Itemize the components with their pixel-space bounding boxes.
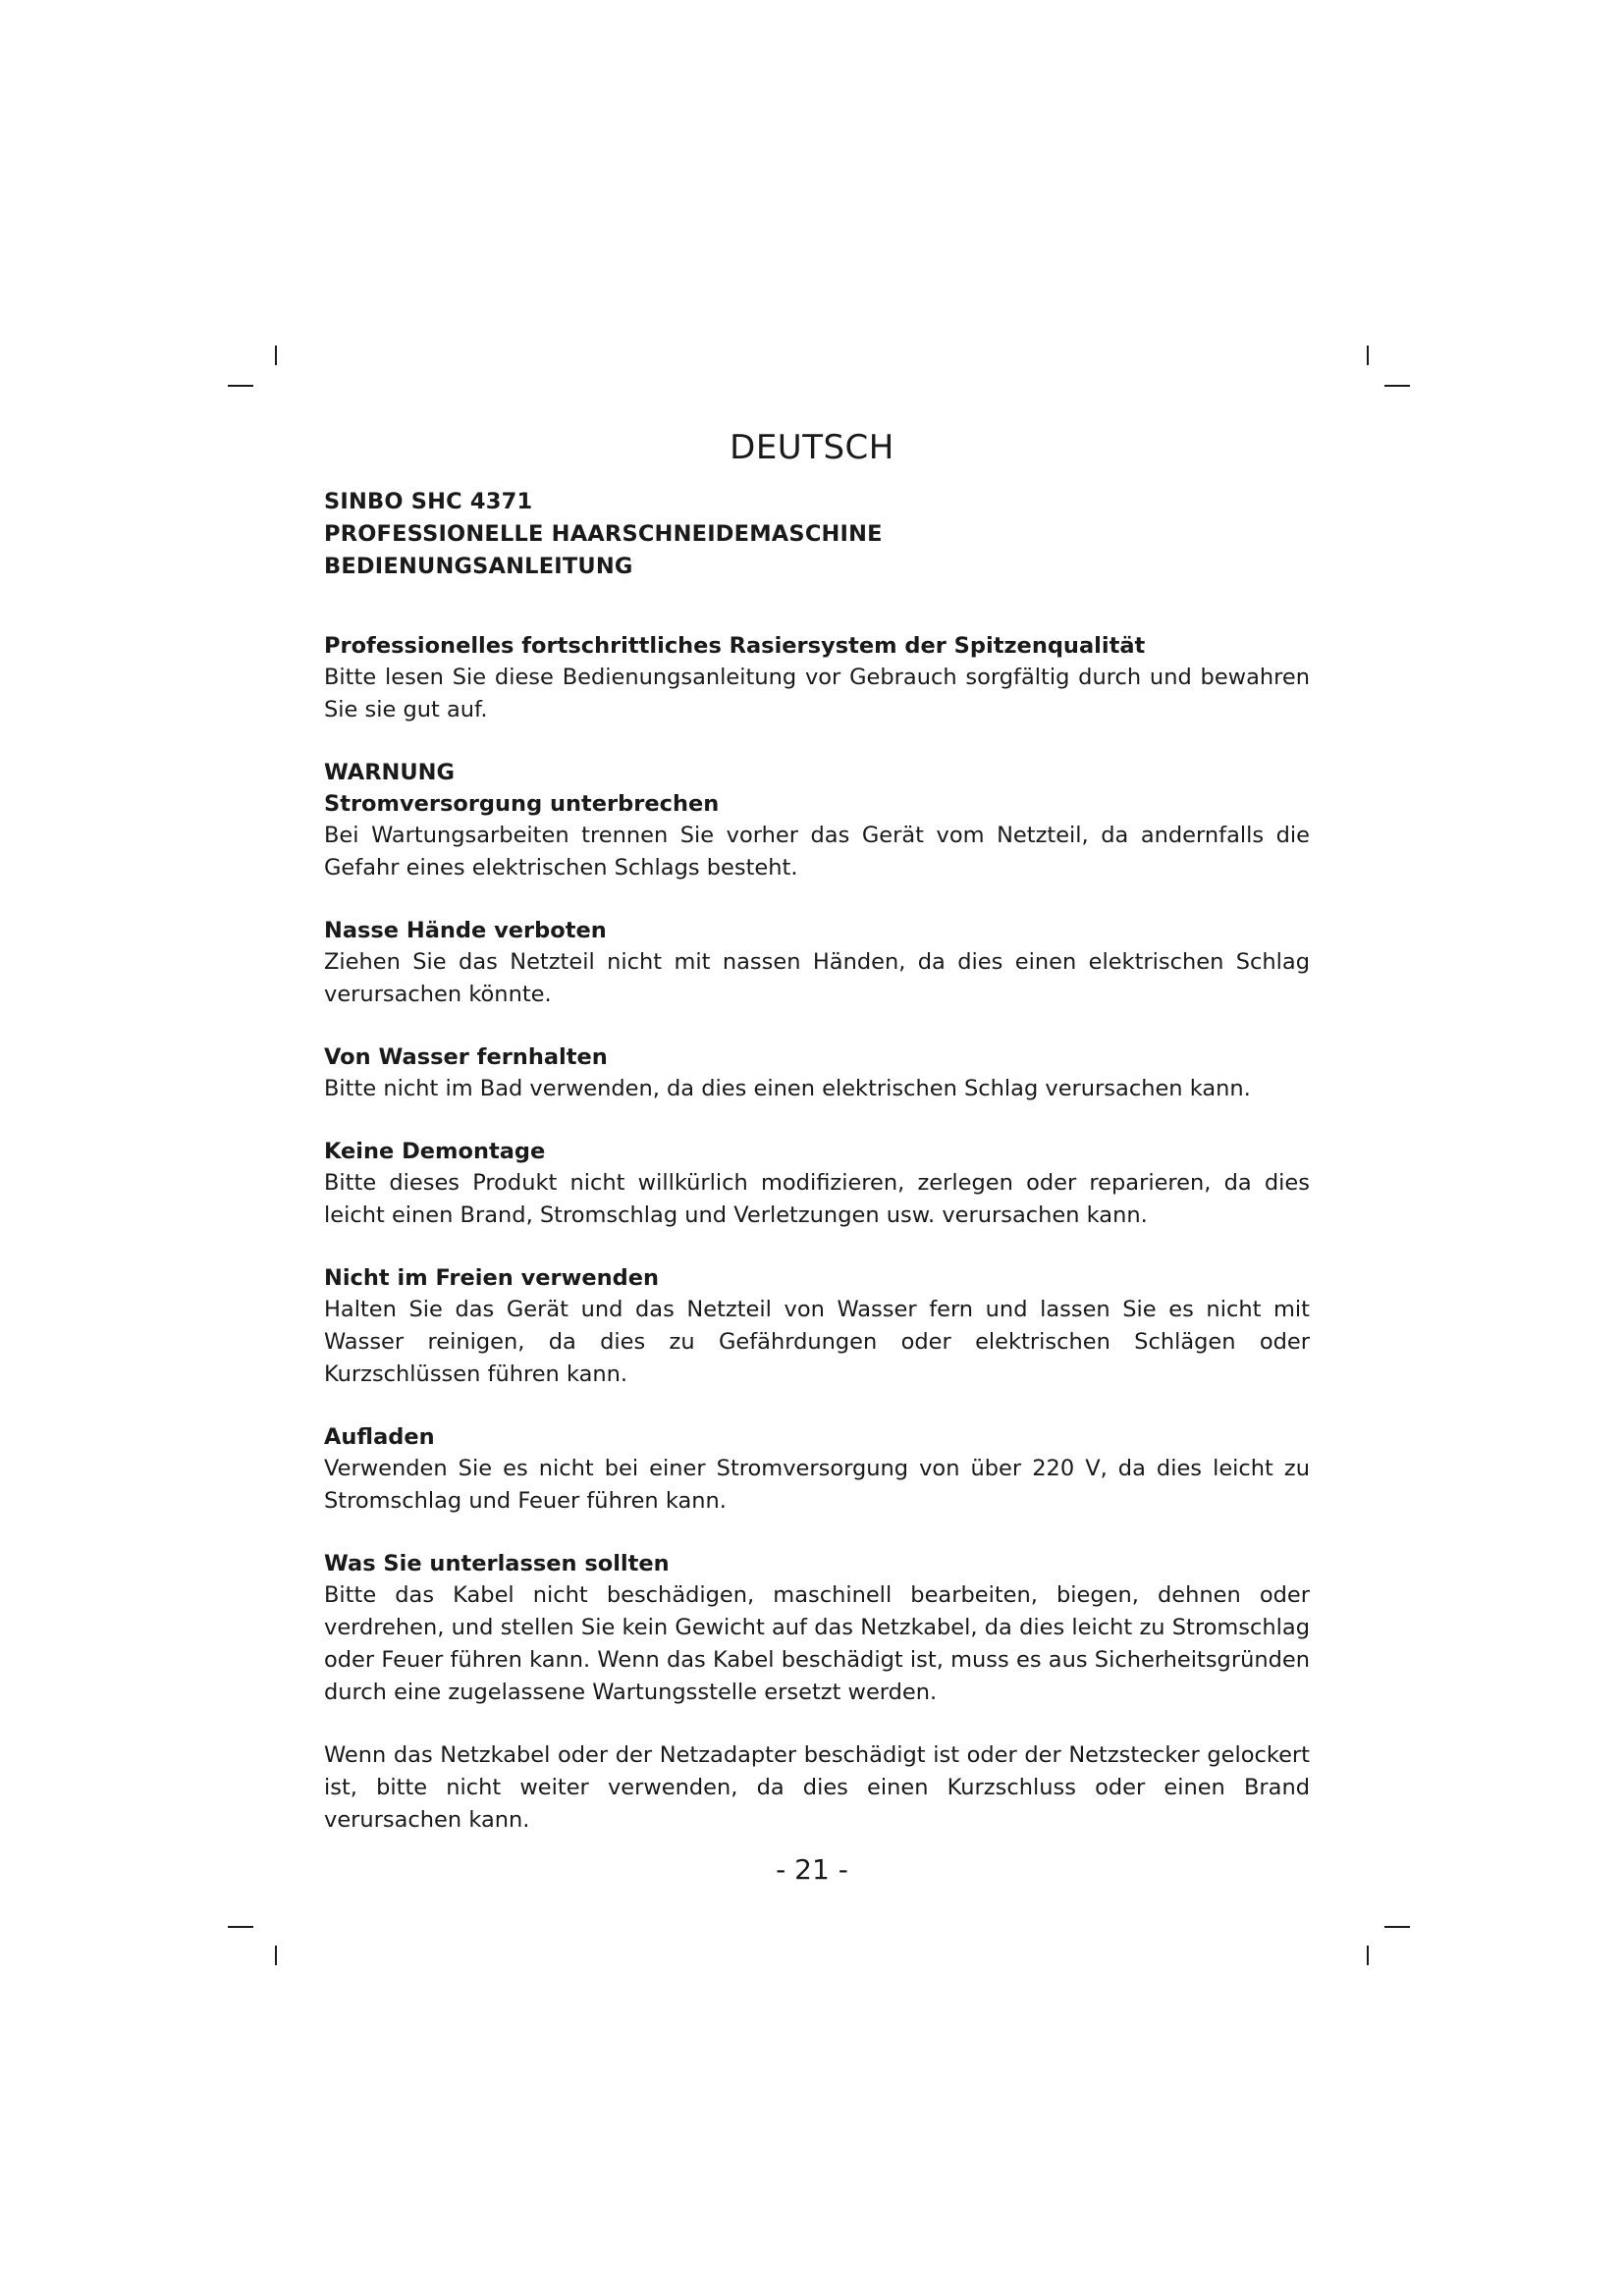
section-dont-do <box>324 1548 1310 1709</box>
intro-text: Bitte lesen Sie diese Bedienungsanleitung vor Gebrauch sorgfältig durch und bewahren Sie sie gut auf. <box>324 665 1310 722</box>
section-text: Bitte dieses Produkt nicht willkürlich modifizieren, zerlegen oder reparieren, da dies leicht einen Brand, Stromschlag und Verletzungen usw. verursachen kann. <box>324 1170 1310 1228</box>
section-text: Ziehen Sie das Netzteil nicht mit nassen Händen, da dies einen elektrischen Schlag verursachen könnte. <box>324 949 1310 1007</box>
warning-block <box>324 757 1310 884</box>
crop-mark-bottom-right-vertical <box>1367 1946 1369 1965</box>
section-heading: Nicht im Freien verwenden <box>324 1265 660 1291</box>
section-text: Halten Sie das Gerät und das Netzteil von Wasser fern und lassen Sie es nicht mit Wasser reinigen, da dies zu Gefährdungen oder elektrischen Schlägen oder Kurzschlüssen führen kann. <box>324 1297 1310 1387</box>
section-text: Bitte nicht im Bad verwenden, da dies einen elektrischen Schlag verursachen kann. <box>324 1076 1251 1101</box>
crop-mark-top-left-horizontal <box>228 385 253 387</box>
page-number: - 21 - <box>776 1853 848 1886</box>
document-type: BEDIENUNGSANLEITUNG <box>324 554 633 579</box>
section-text: Verwenden Sie es nicht bei einer Stromversorgung von über 220 V, da dies leicht zu Stromschlag und Feuer führen kann. <box>324 1456 1310 1514</box>
section-keep-away-water <box>324 1041 1310 1105</box>
section-heading: Was Sie unterlassen sollten <box>324 1551 670 1576</box>
intro-section <box>324 630 1310 726</box>
product-header <box>324 486 1310 583</box>
section-charging <box>324 1421 1310 1518</box>
section-no-disassembly <box>324 1136 1310 1232</box>
document-body <box>324 486 1310 1867</box>
crop-mark-top-right-vertical <box>1367 346 1369 365</box>
product-name: PROFESSIONELLE HAARSCHNEIDEMASCHINE <box>324 521 883 547</box>
section-wet-hands <box>324 915 1310 1011</box>
language-title: DEUTSCH <box>730 428 894 467</box>
section-heading: Stromversorgung unterbrechen <box>324 791 720 817</box>
closing-section <box>324 1739 1310 1837</box>
crop-mark-top-left-vertical <box>275 346 277 365</box>
section-heading: Von Wasser fernhalten <box>324 1044 608 1070</box>
section-no-outdoor <box>324 1262 1310 1391</box>
product-model: SINBO SHC 4371 <box>324 489 533 514</box>
section-heading: Aufladen <box>324 1424 435 1450</box>
crop-mark-bottom-right-horizontal <box>1384 1926 1410 1928</box>
crop-mark-top-right-horizontal <box>1384 385 1410 387</box>
section-heading: Nasse Hände verboten <box>324 918 607 943</box>
crop-mark-bottom-left-vertical <box>275 1946 277 1965</box>
closing-text: Wenn das Netzkabel oder der Netzadapter beschädigt ist oder der Netzstecker gelockert ist, bitte nicht weiter verwenden, da dies einen Kurzschluss oder einen Brand verursachen kann. <box>324 1742 1310 1833</box>
crop-mark-bottom-left-horizontal <box>228 1926 253 1928</box>
warning-label: WARNUNG <box>324 760 455 785</box>
section-text: Bei Wartungsarbeiten trennen Sie vorher das Gerät vom Netzteil, da andernfalls die Gefahr eines elektrischen Schlags besteht. <box>324 823 1310 881</box>
intro-heading: Professionelles fortschrittliches Rasiersystem der Spitzenqualität <box>324 633 1146 659</box>
section-heading: Keine Demontage <box>324 1139 546 1164</box>
section-text: Bitte das Kabel nicht beschädigen, maschinell bearbeiten, biegen, dehnen oder verdrehen, und stellen Sie kein Gewicht auf das Netzkabel, da dies leicht zu Stromschlag oder Feuer führen kann. Wenn das Kabel beschädigt ist, muss es aus Sicherheitsgründen durch eine zugelassene Wartungsstelle ersetzt werden. <box>324 1582 1310 1705</box>
